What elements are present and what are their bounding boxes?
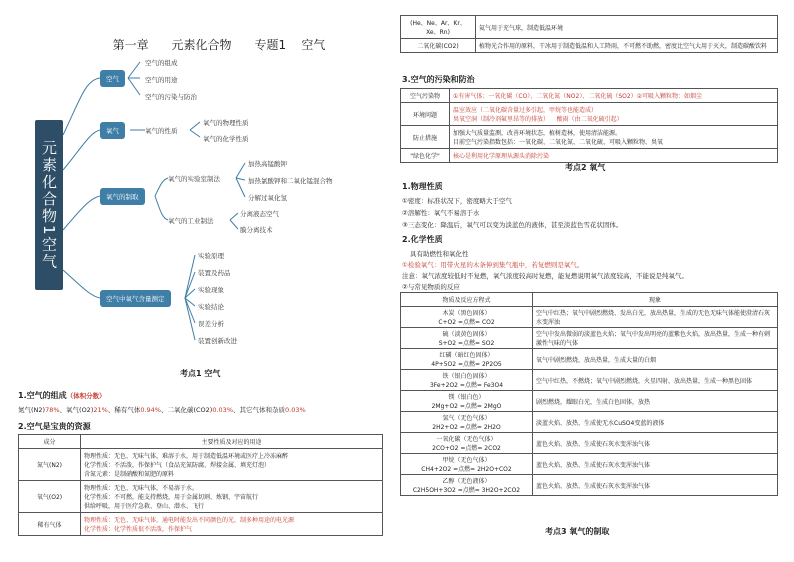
leaf-error: 误差分析 xyxy=(198,320,224,328)
table-row: 空气污染物 ①有害气体：一氧化碳（CO）、二氧化氮（NO2）、二氧化硫（SO2）②可吸入颗粒物：如烟尘 xyxy=(401,89,778,103)
col-phenomenon: 现象 xyxy=(533,293,778,307)
node-oxygen: 氧气 xyxy=(100,122,125,139)
kp2-p1: 1.物理性质 xyxy=(402,182,443,191)
reaction-substance: 甲烷（无色气体） xyxy=(442,457,491,464)
subject-label: 空气 xyxy=(301,38,326,52)
kp1-s2-title: 2.空气是宝贵的资源 xyxy=(18,422,91,431)
leaf-air-uses: 空气的用途 xyxy=(145,76,178,84)
table-row xyxy=(401,328,778,349)
gas-uses-table xyxy=(400,15,778,53)
reaction-substance: 氢气（无色气体） xyxy=(442,415,491,422)
phys-density: ①密度：标准状况下，密度略大于空气 xyxy=(402,197,512,205)
kp1-title: 考点1 空气 xyxy=(180,369,221,378)
table-row: (He、Ne、Ar、Kr、Xe、Rn) 氦气用于充气球，制造低温环境 xyxy=(401,16,778,39)
unit-label: 元素化合物 xyxy=(171,38,232,52)
reaction-equation: 2CO+O2 =点燃= 2CO2 xyxy=(432,445,501,452)
leaf-conclusion: 实验结论 xyxy=(198,303,224,311)
chem-note3: 注意：氧气浓度较低时不复燃，氧气浓度较高时复燃，能复燃说明氧气浓度较高，不能说是纯氧气。 xyxy=(402,272,688,280)
chem-note1: 具有助燃性和氧化性 xyxy=(410,250,469,258)
reaction-substance: 木炭（黑色固体） xyxy=(442,310,491,317)
col-component: 成分 xyxy=(19,435,81,449)
leaf-oxygen-properties: 氧气的性质 xyxy=(145,127,178,135)
reaction-phenomenon: 淡蓝火焰、放热、生成使无水CuSO4变蓝的液体 xyxy=(533,412,778,433)
reaction-equation: 4P+5O2 =点燃= 2P2O5 xyxy=(431,361,502,368)
kp1-s1-title: 1.空气的组成（体积分数） xyxy=(18,391,106,400)
chapter-label: 第一章 xyxy=(112,38,149,52)
topic-label: 专题1 xyxy=(254,38,287,52)
leaf-apparatus: 装置及药品 xyxy=(198,269,231,277)
reaction-substance: 乙醇（无色液体） xyxy=(442,478,491,485)
reaction-phenomenon: 剧烈燃烧，耀眼白光，生成白色固体，放热 xyxy=(533,391,778,412)
node-oxygen-content: 空气中氧气含量测定 xyxy=(100,290,171,307)
phys-states: ③三态变化：降温后，氧气可以变为淡蓝色的液体，甚至淡蓝色雪花状固体。 xyxy=(402,221,623,229)
node-air: 空气 xyxy=(100,70,125,87)
kp2-p2: 2.化学性质 xyxy=(402,235,443,244)
table-row xyxy=(401,433,778,454)
leaf-membrane: 膜分离技术 xyxy=(240,226,273,234)
table-row xyxy=(401,349,778,370)
table-row xyxy=(401,391,778,412)
mindmap-root: 元素化合物1空气 xyxy=(35,120,63,290)
col-properties: 主要性质及对应的用途 xyxy=(81,435,383,449)
table-row xyxy=(401,307,778,328)
reaction-substance: 硫（淡黄色固体） xyxy=(442,331,491,338)
table-row: 防止措施 加强大气质量监测，改善环境状态，植树造林，使用清洁能源。 目前空气污染指数包括：一氧化碳、二氧化氮、二氧化硫、可吸入颗粒物、臭氧 xyxy=(401,126,778,149)
leaf-liquid-air: 分离液态空气 xyxy=(240,210,279,218)
reaction-equation: 2H2+O2 =点燃= 2H2O xyxy=(432,424,501,431)
reaction-phenomenon: 蓝色火焰、放热、生成使石灰水变浑浊气体 xyxy=(533,433,778,454)
table-row: 氧气(O2) 物理性质：无色、无味气体，不易溶于水。 化学性质：不可燃，能支持燃烧，用于金属切割、炼钢、宇宙航行 供给呼吸，用于医疗急救、登山、潜水、飞行 xyxy=(19,481,383,513)
leaf-kclo3: 加热氯酸钾和二氧化锰混合物 xyxy=(248,177,333,185)
reaction-phenomenon: 空气中红热，不燃烧；氧气中剧烈燃烧，火星四射，放出热量，生成一种黑色固体 xyxy=(533,370,778,391)
reaction-phenomenon: 空气中发出微弱的淡蓝色火焰；氧气中发出明亮的蓝紫色火焰，放出热量，生成一种有刺激性气味的气体 xyxy=(533,328,778,349)
reaction-phenomenon: 氧气中剧烈燃烧，放出热量，生成大量的白烟 xyxy=(533,349,778,370)
leaf-principle: 实验原理 xyxy=(198,252,224,260)
table-row: 稀有气体 物理性质：无色、无味气体，通电时能发出不同颜色的光，制多种用途的电光源 化学性质：化学性质很不活泼，作保护气 xyxy=(19,513,383,536)
table-row: 氮气(N2) 物理性质：无色、无味气体，难溶于水，用于制造低温环境或医疗上冷冻麻醉 化学性质：不活泼，作保护气（食品充氮防腐、焊接金属、填充灯泡） 含氮元素：是制硝酸和氮肥的原料 xyxy=(19,449,383,481)
table-row xyxy=(401,370,778,391)
reaction-substance: 红磷（暗红色固体） xyxy=(439,352,494,359)
leaf-oxygen-chemical: 氧气的化学性质 xyxy=(203,135,249,143)
air-composition-line: 氮气(N2)78%、氧气(O2)21%、稀有气体0.94%、二氧化碳(CO2)0.03%、其它气体和杂质0.03% xyxy=(18,406,306,414)
leaf-industrial-method: 氧气的工业制法 xyxy=(168,217,214,225)
leaf-air-pollution: 空气的污染与防治 xyxy=(145,93,197,101)
leaf-kmno4: 加热高锰酸钾 xyxy=(248,160,287,168)
reaction-substance: 一氧化碳（无色气体） xyxy=(436,436,497,443)
pollution-table xyxy=(400,88,778,163)
resources-table xyxy=(18,434,383,536)
reaction-substance: 镁（银白色） xyxy=(448,394,485,401)
leaf-air-composition: 空气的组成 xyxy=(145,59,178,67)
table-row: 二氧化碳(CO2) 植物光合作用的原料，干冰用于制造低温和人工降雨，不可燃不助燃，密度比空气大用于灭火，制造碳酸饮料 xyxy=(401,39,778,53)
node-oxygen-preparation: 氧气的制取 xyxy=(100,188,145,205)
reactions-table xyxy=(400,292,778,496)
table-row: "绿色化学" 核心是利用化学原理从源头消除污染 xyxy=(401,149,778,163)
reaction-phenomenon: 蓝色火焰、放热、生成使石灰水变浑浊气体 xyxy=(533,475,778,496)
reaction-equation: 3Fe+2O2 =点燃= Fe3O4 xyxy=(429,382,504,389)
s3-title: 3.空气的污染和防治 xyxy=(402,75,475,84)
reaction-equation: C+O2 =点燃= CO2 xyxy=(438,319,495,326)
leaf-innovation: 装置创新改进 xyxy=(198,337,237,345)
reaction-phenomenon: 蓝色火焰、放热、生成使石灰水变浑浊气体 xyxy=(533,454,778,475)
leaf-h2o2: 分解过氧化氢 xyxy=(248,194,287,202)
reaction-equation: S+O2 =点燃= SO2 xyxy=(438,340,495,347)
leaf-lab-method: 氧气的实验室制法 xyxy=(168,175,220,183)
table-row xyxy=(401,475,778,496)
kp3-title: 考点3 氧气的制取 xyxy=(545,527,610,536)
reaction-equation: C2H5OH+3O2 =点燃= 3H2O+2CO2 xyxy=(412,487,521,494)
kp2-title: 考点2 氧气 xyxy=(565,163,606,172)
chem-note4: ②与常见物质的反应 xyxy=(402,283,460,291)
table-row xyxy=(401,454,778,475)
table-row: 环境问题 温室效应（二氧化碳含量过多引起，甲烷等也能造成） 臭氧空洞（制冷剂氟里昂等的排放） 酸雨（由二氧化硫引起） xyxy=(401,103,778,126)
leaf-phenomenon: 实验现象 xyxy=(198,286,224,294)
reaction-equation: 2Mg+O2 =点燃= 2MgO xyxy=(431,403,502,410)
leaf-oxygen-physical: 氧气的物理性质 xyxy=(203,119,249,127)
reaction-substance: 铁（银白色固体） xyxy=(442,373,491,380)
reaction-equation: CH4+2O2 =点燃= 2H2O+CO2 xyxy=(421,466,512,473)
chem-note2: ①检验氧气：用带火星的木条伸到集气瓶中，若复燃则是氧气。 xyxy=(402,261,584,269)
table-row xyxy=(401,412,778,433)
col-equation: 物质及反应方程式 xyxy=(401,293,533,307)
reaction-phenomenon: 空气中红热；氧气中剧烈燃烧、发出白光，放出热量，生成的无色无味气体能使澄清石灰水变浑浊 xyxy=(533,307,778,328)
phys-solubility: ②溶解性：氧气不易溶于水 xyxy=(402,209,480,217)
